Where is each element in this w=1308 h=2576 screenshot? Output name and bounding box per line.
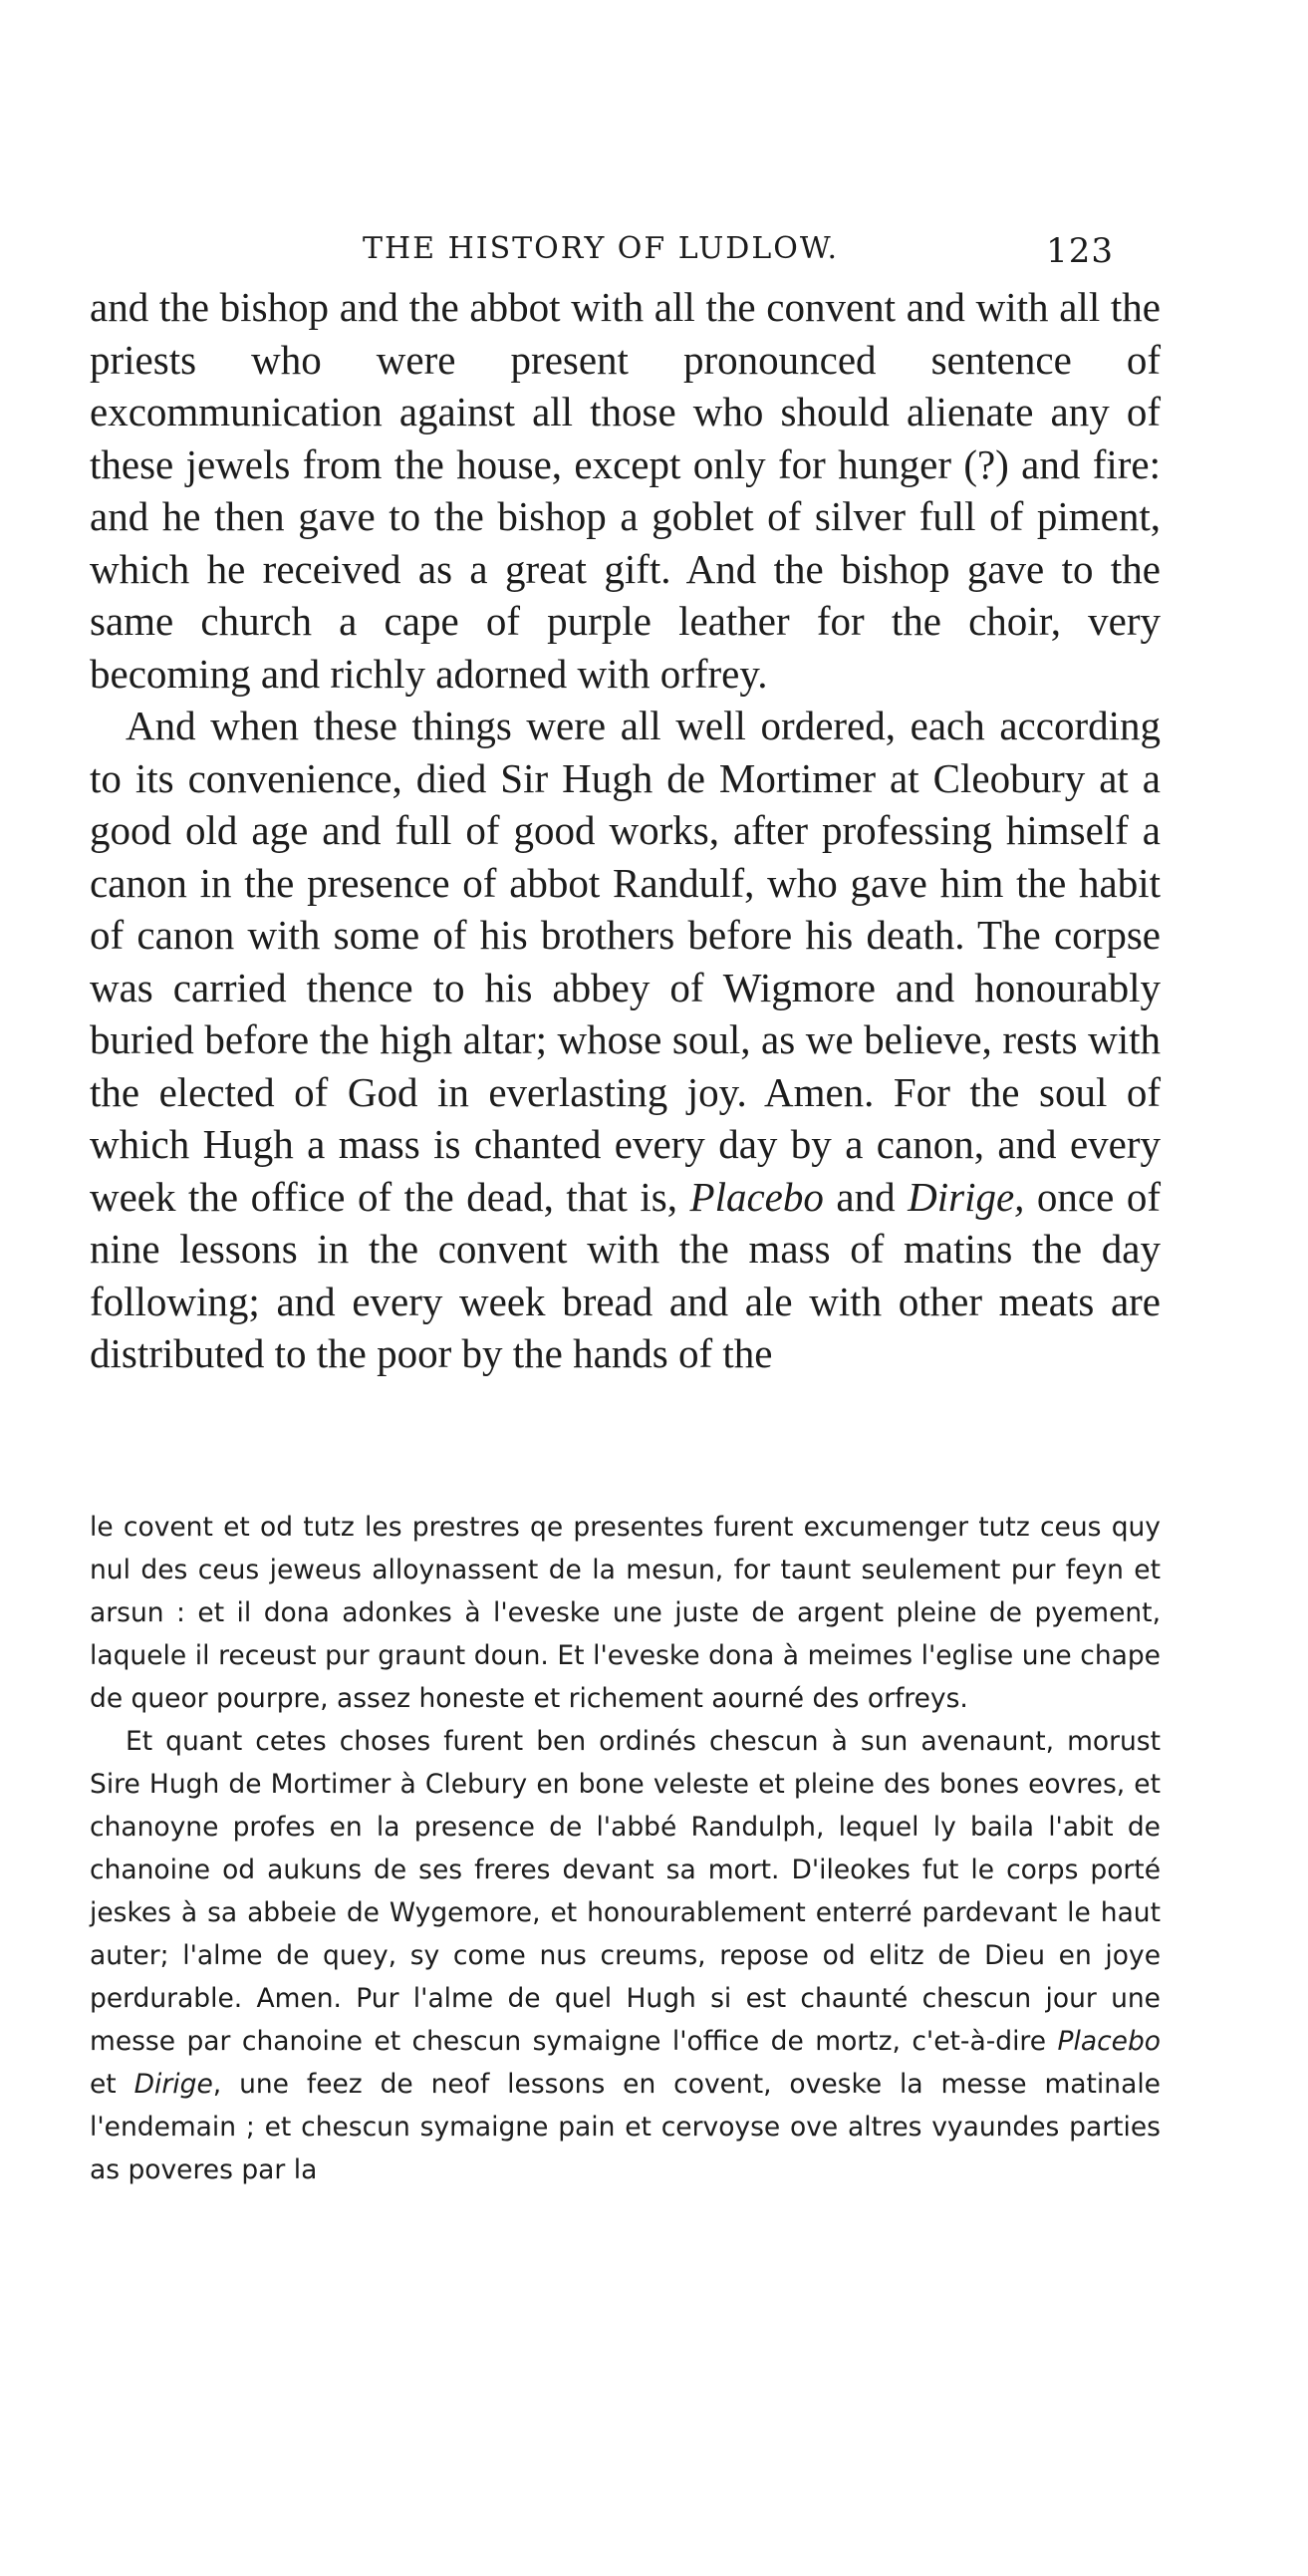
main-paragraph-2-end: once of nine lessons in the convent with the mass of matins the day following; and every week bread and ale with other meats are distributed to the poor by the hands of the <box>90 1173 1161 1376</box>
footnote <box>90 1506 1161 2191</box>
running-head <box>88 231 1114 271</box>
main-text <box>90 281 1161 1380</box>
main-paragraph-2-start: And when these things were all well ordered, each according to its convenience, died Sir Hugh de Mortimer at Cleobury at a good old age and full of good works, after professing himself a canon in the presence of abbot Randulf, who gave him the habit of canon with some of his brothers before his death. The corpse was carried thence to his abbey of Wigmore and honourably buried before the high altar; whose soul, as we believe, rests with the elected of God in everlasting joy. Amen. For the soul of which Hugh a mass is chanted every day by a canon, and every week the office of the dead, that is, <box>90 703 1161 1220</box>
footnote-paragraph-2-et: et <box>90 2069 134 2100</box>
footnote-dirige-italic: Dirige <box>133 2069 213 2100</box>
main-paragraph-2 <box>90 700 1161 1380</box>
main-paragraph-2-and: and <box>823 1173 909 1220</box>
dirige-italic: Dirige, <box>908 1173 1025 1220</box>
footnote-paragraph-2 <box>90 1720 1161 2191</box>
footnote-paragraph-2-end: , une feez de neof lessons en covent, oveske la messe matinale l'endemain ; et chescun symaigne pain et cervoyse ove altres vyaundes parties as poveres par la <box>90 2069 1161 2185</box>
footnote-placebo-italic: Placebo <box>1057 2026 1161 2057</box>
main-paragraph-1: and the bishop and the abbot with all the convent and with all the priests who were present pronounced sentence of excommunication against all those who should alienate any of these jewels from the house, except only for hunger (?) and fire: and he then gave to the bishop a goblet of silver full of piment, which he received as a great gift. And the bishop gave to the same church a cape of purple leather for the choir, very becoming and richly adorned with orfrey. <box>90 284 1161 697</box>
placebo-italic: Placebo <box>689 1173 824 1220</box>
page-number: 123 <box>1046 231 1114 271</box>
footnote-paragraph-1: le covent et od tutz les prestres qe presentes furent excumenger tutz ceus quy nul des ceus jeweus alloynassent de la mesun, for taunt seulement pur feyn et arsun : et il dona adonkes à l'eveske une juste de argent pleine de pyement, laquele il receust pur graunt doun. Et l'eveske dona à meimes l'eglise une chape de queor pourpre, assez honeste et richement aourné des orfreys. <box>90 1512 1161 1714</box>
running-title: THE HISTORY OF LUDLOW. <box>363 231 839 266</box>
footnote-paragraph-2-start: Et quant cetes choses furent ben ordinés chescun à sun avenaunt, morust Sire Hugh de Mortimer à Clebury en bone veleste et pleine des bones eovres, et chanoyne profes en la presence de l'abbé Randulph, lequel ly baila l'abit de chanoine od aukuns de ses freres devant sa mort. D'ileokes fut le corps porté jeskes à sa abbeie de Wygemore, et honourablement enterré pardevant le haut auter; l'alme de quey, sy come nus creums, repose od elitz de Dieu en joye perdurable. Amen. Pur l'alme de quel Hugh si est chaunté chescun jour une messe par chanoine et chescun symaigne l'office de mortz, c'et-à-dire <box>90 1726 1161 2057</box>
